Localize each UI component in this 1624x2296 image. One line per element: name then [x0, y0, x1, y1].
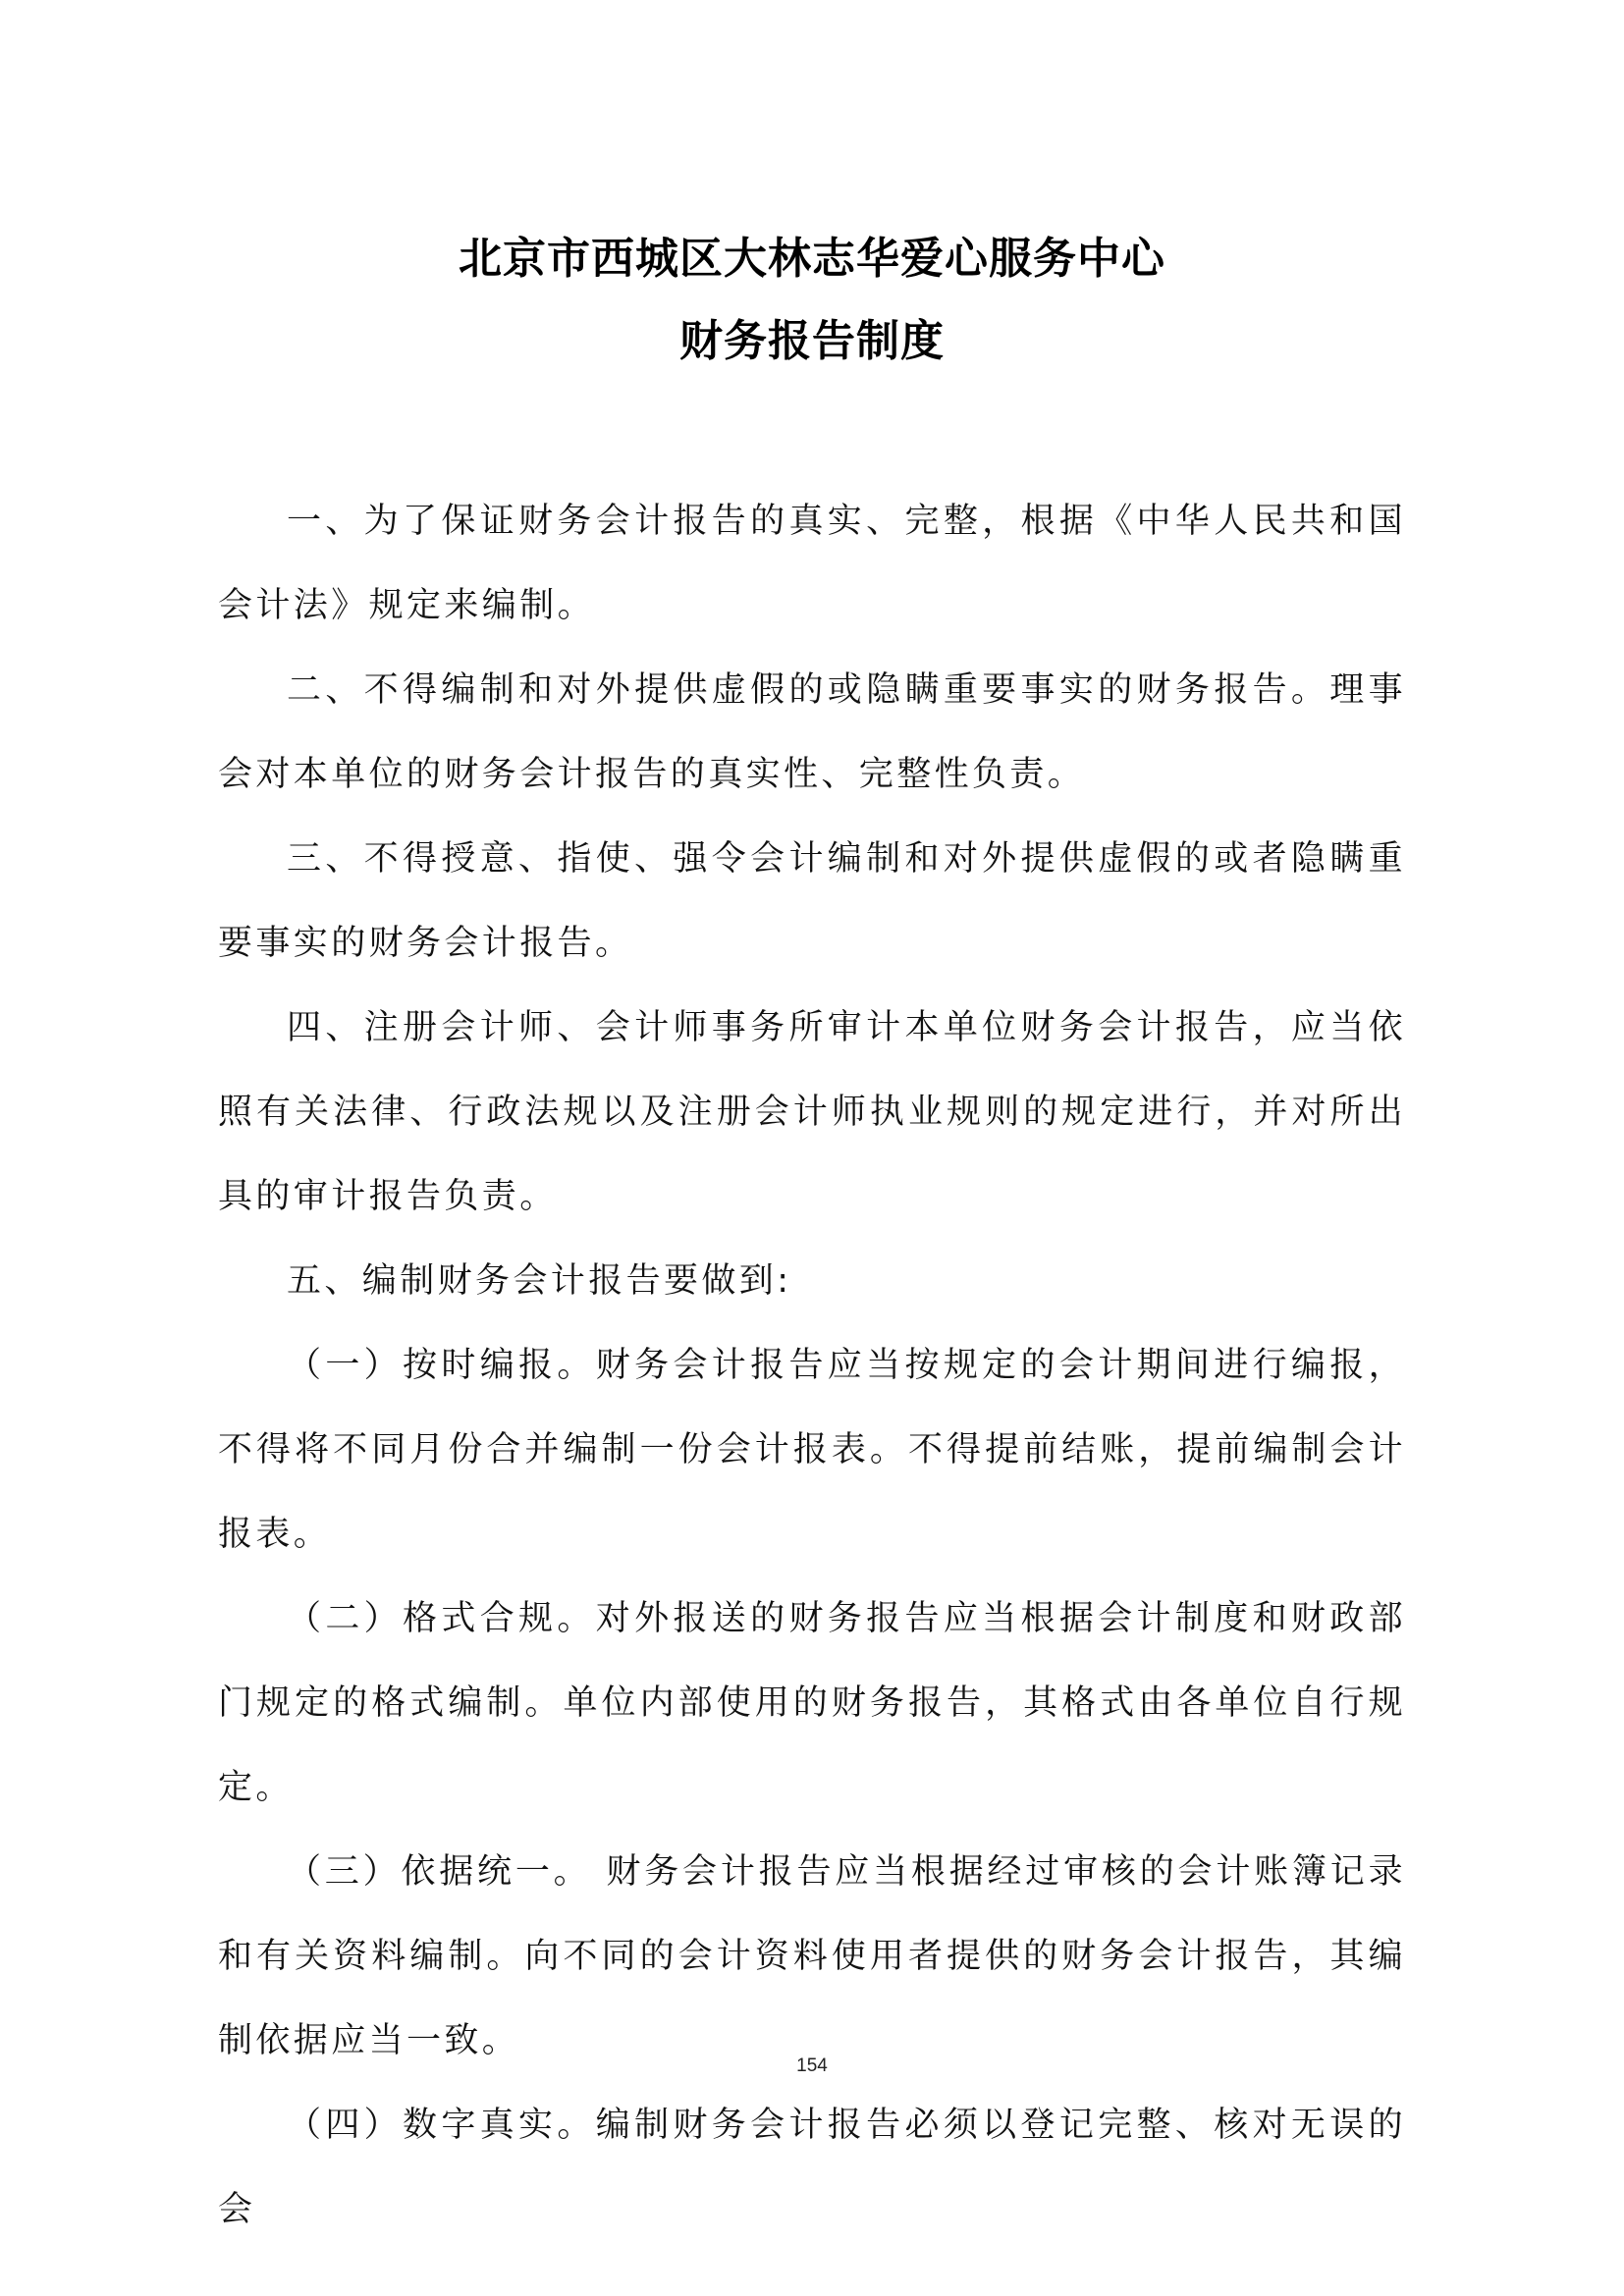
title-subject: 财务报告制度: [679, 316, 945, 366]
paragraph-5-3: （三）依据统一。 财务会计报告应当根据经过审核的会计账簿记录和有关资料编制。向不同的会计资料使用者提供的财务会计报告，其编制依据应当一致。: [218, 1852, 1406, 2060]
paragraph-5-4: （四）数字真实。编制财务会计报告必须以登记完整、核对无误的会: [218, 2106, 1406, 2229]
paragraph-5-1: （一）按时编报。财务会计报告应当按规定的会计期间进行编报，不得将不同月份合并编制一份会计报表。不得提前结账，提前编制会计报表。: [218, 1346, 1406, 1554]
paragraph-1: 一、为了保证财务会计报告的真实、完整，根据《中华人民共和国会计法》规定来编制。: [218, 502, 1406, 625]
paragraph-3: 三、不得授意、指使、强令会计编制和对外提供虚假的或者隐瞒重要事实的财务会计报告。: [218, 839, 1406, 963]
paragraph-4: 四、注册会计师、会计师事务所审计本单位财务会计报告，应当依照有关法律、行政法规以及注册会计师执业规则的规定进行，并对所出具的审计报告负责。: [218, 1008, 1406, 1216]
paragraph-5-2: （二）格式合规。对外报送的财务报告应当根据会计制度和财政部门规定的格式编制。单位内部使用的财务报告，其格式由各单位自行规定。: [218, 1599, 1406, 1807]
paragraph-2: 二、不得编制和对外提供虚假的或隐瞒重要事实的财务报告。理事会对本单位的财务会计报告的真实性、完整性负责。: [218, 670, 1406, 794]
title-organization: 北京市西城区大林志华爱心服务中心: [459, 234, 1165, 284]
document-title: [0, 218, 1624, 383]
page-number: 154: [796, 2056, 828, 2076]
document-body: [218, 479, 1406, 2252]
paragraph-5: 五、编制财务会计报告要做到:: [287, 1261, 792, 1301]
